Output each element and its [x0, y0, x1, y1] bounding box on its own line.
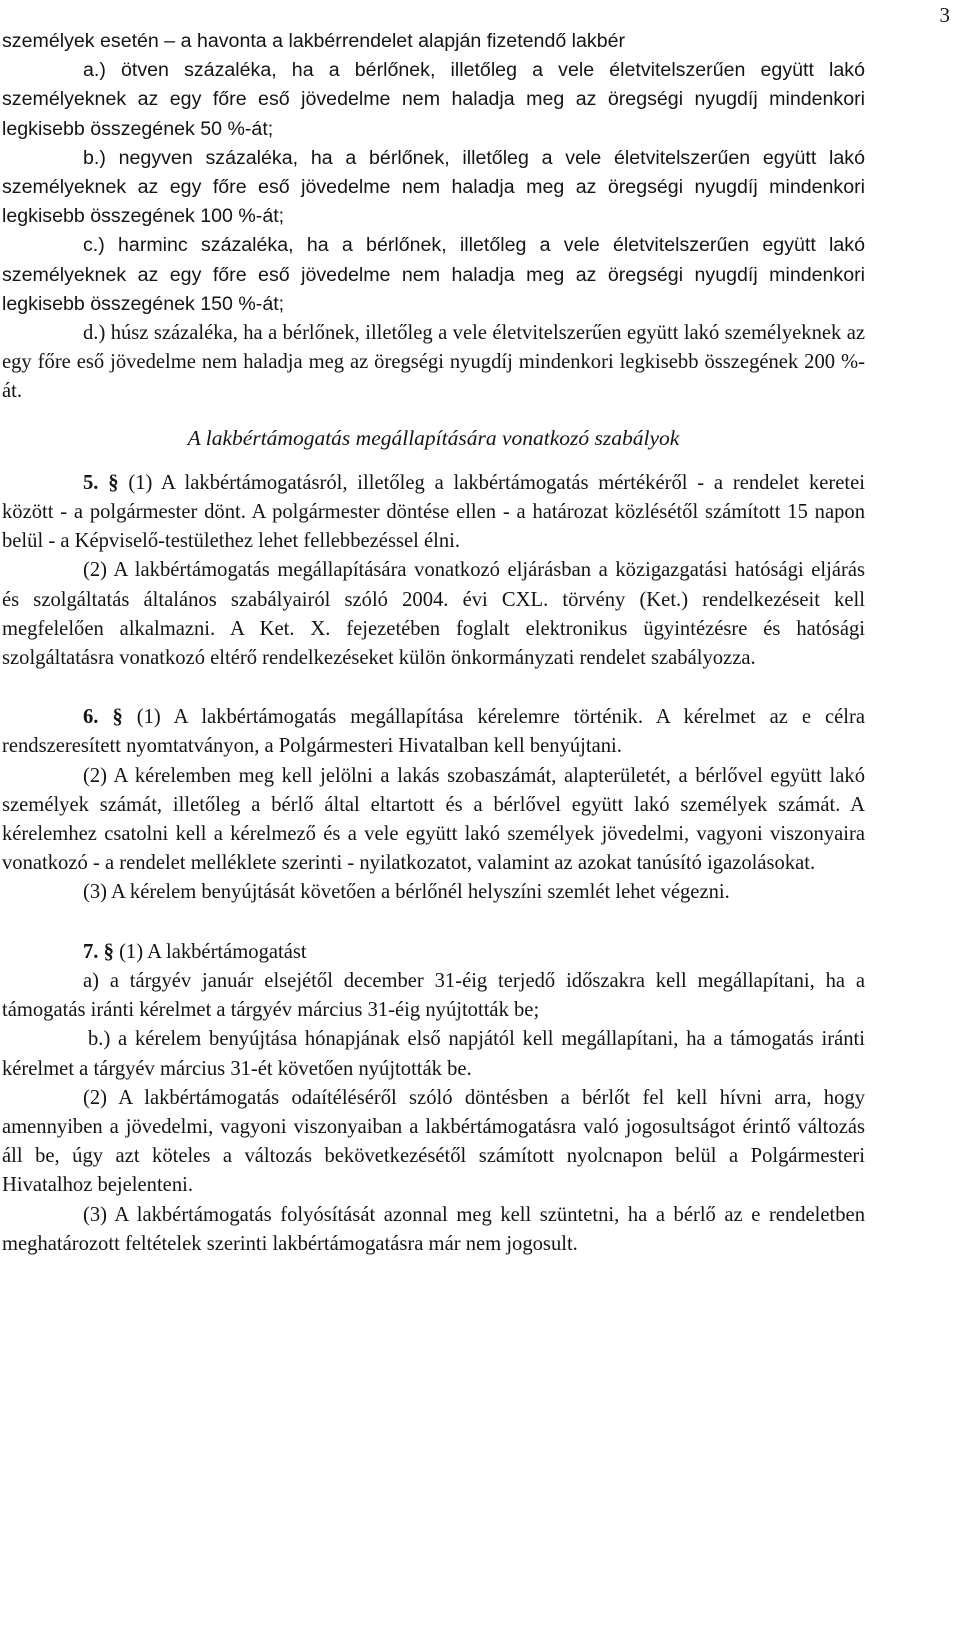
- section-7-para-2: (2) A lakbértámogatás odaítéléséről szóló döntésben a bérlőt fel kell hívni arra, hogy amennyiben a jövedelmi, vagyoni viszonyaiban a lakbértámogatásra való jogosultságot érintő változás áll be, úgy azt köteles a változás bekövetkezésétől számított nyolcnapon belül a Polgármesteri Hivatalhoz bejelenteni.: [2, 1086, 865, 1197]
- section-7-para-3: (3) A lakbértámogatás folyósítását azonnal meg kell szüntetni, ha a bérlő az e rendeletben meghatározott feltételek szerinti lakbértámogatásra már nem jogosult.: [2, 1203, 865, 1255]
- section-7-para-1: [2, 938, 865, 967]
- section-6-number: 6.: [83, 706, 99, 729]
- section-6-para-1: [2, 703, 865, 761]
- section-5-sign: §: [108, 471, 119, 494]
- section-heading: A lakbértámogatás megállapítására vonatkozó szabályok: [187, 425, 680, 450]
- section-5-number: 5.: [83, 471, 99, 494]
- item-b: b.) negyven százaléka, ha a bérlőnek, illetőleg a vele életvitelszerűen együtt lakó személyeknek az egy főre eső jövedelme nem haladja meg az öregségi nyugdíj mindenkori legkisebb összegének 100 %-át;: [2, 146, 865, 228]
- item-d: d.) húsz százaléka, ha a bérlőnek, illetőleg a vele életvitelszerűen együtt lakó személyeknek az egy főre eső jövedelme nem haladja meg az öregségi nyugdíj mindenkori legkisebb összegének 200 %-át.: [2, 322, 865, 403]
- item-a: a.) ötven százaléka, ha a bérlőnek, illetőleg a vele életvitelszerűen együtt lakó személyeknek az egy főre eső jövedelme nem haladja meg az öregségi nyugdíj mindenkori legkisebb összegének 50 %-át;: [2, 59, 865, 140]
- section-7-item-a: a) a tárgyév január elsejétől december 31-éig terjedő időszakra kell megállapítani, ha a támogatás iránti kérelmet a tárgyév március 31-éig nyújtották be;: [2, 969, 865, 1022]
- item-c: c.) harminc százaléka, ha a bérlőnek, illetőleg a vele életvitelszerűen együtt lakó személyeknek az egy főre eső jövedelme nem haladja meg az öregségi nyugdíj mindenkori legkisebb összegének 150 %-át;: [2, 234, 865, 315]
- section-5-para-2: (2) A lakbértámogatás megállapítására vonatkozó eljárásban a közigazgatási hatósági eljárás és szolgáltatás általános szabályairól szóló 2004. évi CXL. törvény (Ket.) rendelkezéseit kell megfelelően alkalmazni. A Ket. X. fejezetében foglalt elektronikus ügyintézésre és hatósági szolgáltatásra vonatkozó eltérő rendelkezéseket külön önkormányzati rendelet szabályozza.: [2, 559, 865, 670]
- section-5-para-1: [2, 469, 865, 557]
- section-5-para-1-text: (1) A lakbértámogatásról, illetőleg a lakbértámogatás mértékéről - a rendelet keretei között - a polgármester dönt. A polgármester döntése ellen - a határozat közlésétől számított 15 napon belül - a Képviselő-testülethez lehet fellebbezéssel élni.: [2, 471, 865, 553]
- section-7-sign: §: [103, 940, 114, 963]
- section-7-number: 7.: [83, 940, 99, 963]
- document-body: [2, 27, 865, 1259]
- section-7-item-b: b.) a kérelem benyújtása hónapjának első napjától kell megállapítani, ha a támogatás iránti kérelmet a tárgyév március 31-ét követően nyújtották be.: [2, 1028, 865, 1080]
- section-6-para-2: (2) A kérelemben meg kell jelölni a lakás szobaszámát, alapterületét, a bérlővel együtt lakó személyek számát, illetőleg a bérlő által eltartott és a bérlővel együtt lakó személyek számát. A kérelemhez csatolni kell a kérelmező és a vele együtt lakó személyek jövedelmi, vagyoni viszonyaira vonatkozó - a rendelet melléklete szerinti - nyilatkozatot, valamint az azokat tanúsító igazolásokat.: [2, 764, 865, 875]
- section-6-para-3: (3) A kérelem benyújtását követően a bérlőnél helyszíni szemlét lehet végezni.: [83, 881, 730, 904]
- section-6-sign: §: [112, 706, 123, 729]
- intro-line: személyek esetén – a havonta a lakbérrendelet alapján fizetendő lakbér: [2, 30, 626, 52]
- section-6-para-1-text: (1) A lakbértámogatás megállapítása kérelemre történik. A kérelmet az e célra rendszeresített nyomtatványon, a Polgármesteri Hivatalban kell benyújtani.: [2, 706, 865, 758]
- page-number: 3: [939, 3, 950, 27]
- section-7-para-1-text: (1) A lakbértámogatást: [119, 940, 307, 963]
